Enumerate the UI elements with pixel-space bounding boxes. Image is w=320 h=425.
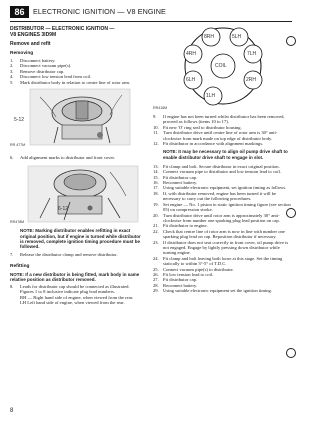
section-title: ELECTRONIC IGNITION — V8 ENGINE xyxy=(33,7,166,16)
section-number-badge: 86 xyxy=(10,6,29,18)
refit-steps-9-12: 9. If engine has not been turned whilst distributor has been removed, proceed as follows (items 10 to 17). 10. Fit new 'O' ring seal to distributor housing. 11. Turn distributor drive until centre line of rotor arm is 30° anti-clockwise from mark made on top edge of distributor body. 12. Fit distributor in accordance with alignment markings. xyxy=(153,114,285,147)
cap-label-5lh: 5LH xyxy=(232,34,242,40)
cap-label-6lh: 6LH xyxy=(186,77,196,83)
removing-steps xyxy=(10,58,143,85)
procedure-title xyxy=(10,26,143,38)
page-number: 8 xyxy=(10,408,14,414)
note-marking-distributor: NOTE: Marking distributor enables refitting in exact original position, but if engine is turned while distributor is removed, complete ignition timing procedure must be followed. xyxy=(20,228,141,250)
step-item: 2. Disconnect vacuum pipe(s). xyxy=(10,63,72,69)
step-item: 5. Mark distributor body in relation to centre line of rotor arm. xyxy=(10,79,131,85)
margin-marker-icon xyxy=(286,36,296,46)
cap-label-1lh: 1LH xyxy=(206,93,216,99)
cap-label-7lh: 7LH xyxy=(247,51,257,57)
figure-cap-wiring xyxy=(153,24,293,112)
figure-alignment-marks xyxy=(10,162,143,226)
distributor-illustration xyxy=(10,87,143,149)
step-item: 1. Disconnect battery. xyxy=(10,58,56,63)
refitting-heading: Refitting xyxy=(10,263,30,269)
step-item: 3. Remove distributor cap. xyxy=(10,68,65,74)
step-8: 8. Leads for distributor cap should be connected as illustrated. xyxy=(10,284,130,290)
cap-label-8rh: 8RH xyxy=(204,34,215,40)
right-column xyxy=(153,24,293,294)
alignment-marks-illustration xyxy=(10,162,143,226)
note-oil-pump-drive: NOTE: It may be necessary to align oil pump drive shaft to enable distributor drive shaft to engage in slot. xyxy=(163,149,288,160)
note-new-distributor: NOTE: If a new distributor is being fitted, mark body in same relative position as distributor removed. xyxy=(10,271,140,282)
cap-label-4rh: 4RH xyxy=(186,51,197,57)
procedure-subtitle: Remove and refit xyxy=(10,41,51,47)
procedure-title-line1: DISTRIBUTOR — ELECTRONIC IGNITION — xyxy=(10,26,115,32)
step-8-details: Figures 1 to 8 inclusive indicate plug lead numbers. RH — Right hand side of engine, when viewed from the rear. LH Left hand side of engine, when viewed from the rear. xyxy=(20,289,134,306)
procedure-title-line2: V8 ENGINES 3ID9M xyxy=(10,32,57,38)
left-column xyxy=(10,24,143,306)
margin-marker-icon xyxy=(286,208,296,218)
removing-heading: Removing xyxy=(10,51,34,56)
figure-code: RR416M xyxy=(153,106,168,110)
refit-steps-13-29: 13. Fit clamp and bolt. Secure distributor in exact original position. 14. Connect vacuum pipe to distributor and low tension lead to coil. 15. Fit distributor cap. 16. Reconnect battery. 17. Using suitable electronic equipment, set ignition timing as follows. 18. If, with distributor removed, engine has been turned it will be necessary to carry out the following procedures. 19. Set engine — No. 1 piston to static ignition timing figure (see section 05) on compression stroke. 20. Turn distributor drive until rotor arm is approximately 30° anti-clockwise from number one sparking plug lead position on cap. 21. Fit distributor to engine. 22. Check that centre line of rotor arm is now in line with number one sparking plug lead on cap. Reposition distributor if necessary. 23. If distributor does not seat correctly in front cover, oil pump drive is not engaged. Engage by lightly pressing down distributor while turning engine. 24. Fit clamp and bolt leaving both loose at this stage. Set the timing statically to within 3°-5° of T.D.C. 25. Connect vacuum pipe(s) to distributor. 26. Fit low tension lead to coil. 27. Fit distributor cap. 28. Reconnect battery. 29. Using suitable electronic equipment set the ignition timing. xyxy=(153,163,291,294)
step-7: 7. Release the distributor clamp and remove distributor. xyxy=(10,252,118,258)
figure-callout: 5-12 xyxy=(14,117,25,124)
figure-code: RR 477M xyxy=(10,143,26,148)
step-item: 4. Disconnect low tension lead from coil. xyxy=(10,74,92,80)
figure-distributor-removal xyxy=(10,87,143,149)
margin-marker-icon xyxy=(286,348,296,358)
header-divider xyxy=(10,21,292,22)
figure-code: RR478M xyxy=(10,220,25,225)
figure-callout: 6-12 xyxy=(58,206,69,213)
cap-label-2rh: 2RH xyxy=(246,77,257,83)
step-6: 6. Add alignment marks to distributor and front cover. xyxy=(10,155,115,161)
cap-label-coil: COIL xyxy=(215,63,227,69)
